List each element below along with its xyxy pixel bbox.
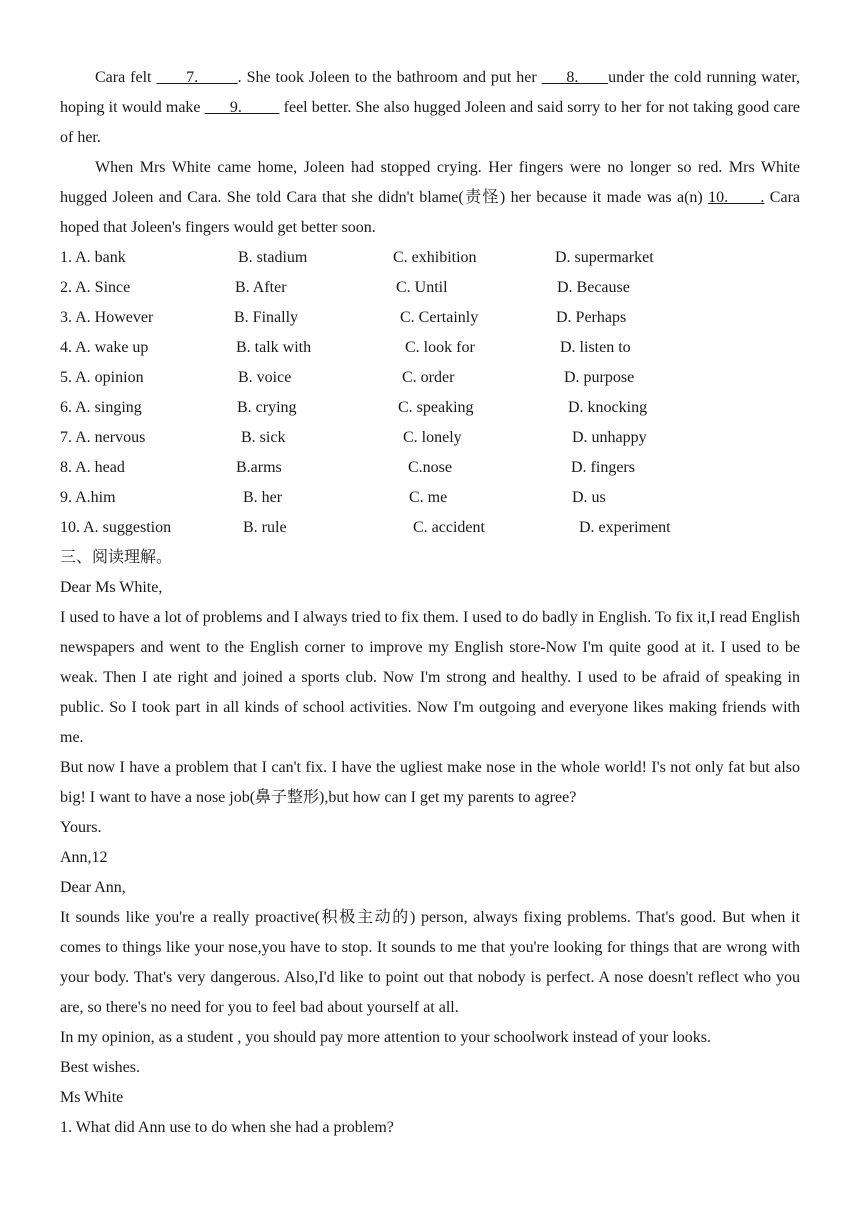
option-c: C. order [402, 369, 455, 386]
option-b: B. talk with [236, 339, 312, 356]
letter2-signature: Ms White [60, 1089, 124, 1106]
option-d: D. fingers [571, 459, 635, 476]
worksheet-page [60, 63, 800, 1143]
option-c: C. look for [405, 339, 475, 356]
option-c: C. lonely [403, 429, 462, 446]
option-b: B. crying [237, 399, 297, 416]
option-row-7 [60, 423, 800, 453]
option-a: 5. A. opinion [60, 369, 144, 386]
option-d: D. Because [557, 279, 630, 296]
option-a: 9. A.him [60, 489, 116, 506]
option-d: D. listen to [560, 339, 631, 356]
letter1-closing: Yours. [60, 819, 102, 836]
blank-8: 8. [541, 69, 609, 86]
letter1-paragraph-2: But now I have a problem that I can't fix. I have the ugliest make nose in the whole world! I's not only fat but also big! I want to have a nose job(鼻子整形),but how can I get my parents to agree? [60, 759, 800, 806]
option-row-5 [60, 363, 800, 393]
option-b: B. voice [238, 369, 292, 386]
option-row-6 [60, 393, 800, 423]
option-b: B. stadium [238, 249, 308, 266]
option-b: B. her [243, 489, 283, 506]
option-row-3 [60, 303, 800, 333]
story-paragraph-2: When Mrs White came home, Joleen had stopped crying. Her fingers were no longer so red. Mrs White hugged Joleen and Cara. She told Cara that she didn't blame(责怪) her because it made was a(n) 10. . Cara hoped that Joleen's fingers would get better soon. [60, 159, 801, 236]
option-a: 6. A. singing [60, 399, 142, 416]
option-d: D. unhappy [572, 429, 647, 446]
option-b: B. rule [243, 519, 287, 536]
option-d: D. supermarket [555, 249, 654, 266]
option-c: C. exhibition [393, 249, 477, 266]
option-b: B.arms [236, 459, 282, 476]
section-heading: 三、阅读理解。 [60, 549, 173, 566]
option-row-9 [60, 483, 800, 513]
question-1: 1. What did Ann use to do when she had a problem? [60, 1119, 394, 1136]
option-c: C. speaking [398, 399, 474, 416]
letter1-signature: Ann,12 [60, 849, 108, 866]
letter1-paragraph-1: I used to have a lot of problems and I always tried to fix them. I used to do badly in English. To fix it,I read English newspapers and went to the English corner to improve my English store-Now I'm quite good at it. I used to be weak. Then I ate right and joined a sports club. Now I'm strong and healthy. I used to be afraid of speaking in public. So I took part in all kinds of school activities. Now I'm outgoing and everyone likes making friends with me. [60, 609, 800, 746]
option-a: 10. A. suggestion [60, 519, 172, 536]
letter2-closing: Best wishes. [60, 1059, 140, 1076]
option-a: 3. A. However [60, 309, 154, 326]
option-c: C. Certainly [400, 309, 479, 326]
option-c: C. me [409, 489, 448, 506]
option-a: 1. A. bank [60, 249, 126, 266]
options-list [60, 243, 800, 543]
letter2-paragraph-1: It sounds like you're a really proactive(积极主动的) person, always fixing problems. That's good. But when it comes to things like your nose,you have to stop. It sounds to me that you're looking for things that are wrong with your body. That's very dangerous. Also,I'd like to point out that nobody is perfect. A nose doesn't reflect who you are, so there's no need for you to feel bad about yourself at all. [60, 909, 800, 1016]
option-c: C.nose [408, 459, 452, 476]
option-row-2 [60, 273, 800, 303]
blank-10: 10. . [708, 189, 765, 206]
option-b: B. Finally [234, 309, 299, 326]
option-a: 2. A. Since [60, 279, 131, 296]
letter1-greeting: Dear Ms White, [60, 579, 163, 596]
letter2-paragraph-2: In my opinion, as a student , you should pay more attention to your schoolwork instead of your looks. [60, 1029, 712, 1046]
option-row-4 [60, 333, 800, 363]
option-d: D. us [572, 489, 606, 506]
blank-9: 9. [204, 99, 280, 116]
letter2-greeting: Dear Ann, [60, 879, 126, 896]
story-paragraph-1: Cara felt 7. . She took Joleen to the bathroom and put her 8. under the cold running water, hoping it would make 9. feel better. She also hugged Joleen and said sorry to her for not taking good care of her. [60, 69, 801, 146]
option-d: D. experiment [579, 519, 671, 536]
option-d: D. knocking [568, 399, 648, 416]
option-c: C. accident [413, 519, 485, 536]
option-b: B. After [235, 279, 287, 296]
option-c: C. Until [396, 279, 448, 296]
option-a: 4. A. wake up [60, 339, 149, 356]
blank-7: 7. [156, 69, 238, 86]
option-row-8 [60, 453, 800, 483]
option-row-1 [60, 243, 800, 273]
option-b: B. sick [241, 429, 286, 446]
option-a: 8. A. head [60, 459, 125, 476]
option-d: D. Perhaps [556, 309, 627, 326]
option-a: 7. A. nervous [60, 429, 146, 446]
option-row-10 [60, 513, 800, 543]
option-d: D. purpose [564, 369, 635, 386]
